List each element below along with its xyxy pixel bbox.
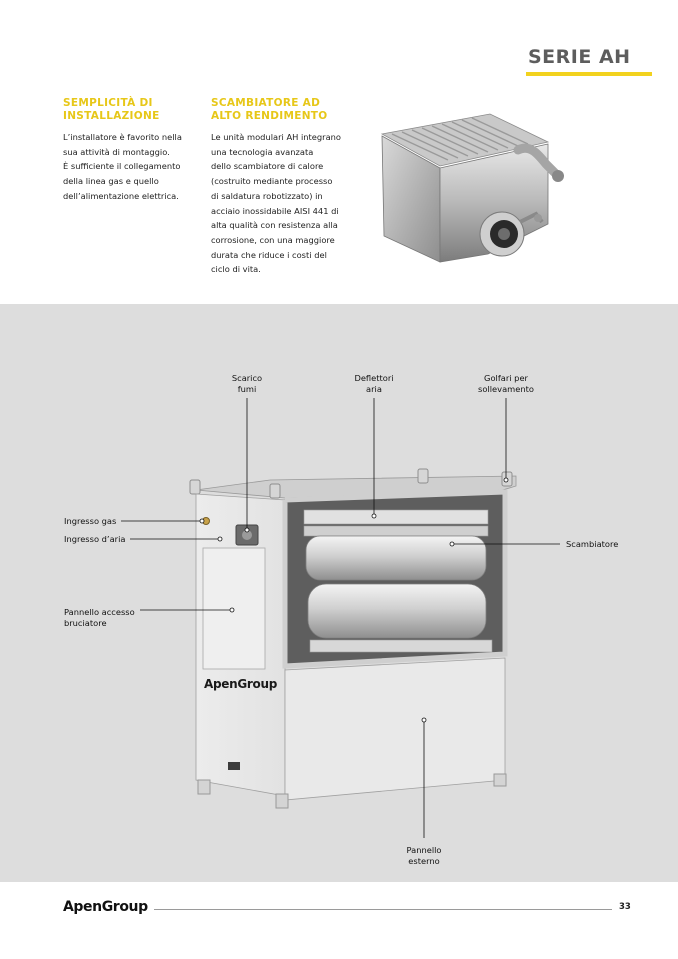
- series-title: SERIE AH: [528, 46, 631, 68]
- label-scambiatore: Scambiatore: [566, 539, 619, 549]
- label-deflettori-aria: Deflettori aria: [354, 373, 394, 394]
- series-title-underline: [526, 72, 652, 76]
- page-number: 33: [619, 902, 631, 912]
- heading-semplicita-installazione: SEMPLICITÀ DI INSTALLAZIONE: [63, 97, 160, 122]
- label-pannello-esterno: Pannello esterno: [406, 845, 442, 866]
- ah-unit-diagram: [0, 304, 678, 882]
- footer-rule: [154, 909, 612, 910]
- label-scarico-fumi: Scarico fumi: [231, 373, 263, 394]
- label-pannello-accesso-bruciatore: Pannello accesso bruciatore: [64, 607, 135, 628]
- label-golfari-sollevamento: Golfari per sollevamento: [478, 373, 534, 394]
- text-semplicita-installazione: L’installatore è favorito nella sua attività di montaggio. È sufficiente il collegamento della linea gas e quello dell’alimentazione elettrica.: [63, 132, 182, 201]
- footer-logo: [63, 896, 149, 918]
- heat-exchanger-image: [370, 104, 570, 274]
- label-ingresso-aria: Ingresso d’aria: [64, 534, 126, 544]
- text-scambiatore-alto-rendimento: Le unità modulari AH integrano una tecnologia avanzata dello scambiatore di calore (costruito mediante processo di saldatura robotizzato) in acciaio inossidabile AISI 441 di alta qualità con resistenza alla corrosione, con una maggiore durata che riduce i costi del ciclo di vita.: [211, 132, 342, 275]
- footer-logo-text: ApenGroup: [63, 899, 148, 915]
- label-ingresso-gas: Ingresso gas: [64, 516, 117, 526]
- unit-brand-logo: ApenGroup: [204, 677, 278, 691]
- heading-scambiatore-alto-rendimento: SCAMBIATORE AD ALTO RENDIMENTO: [211, 97, 328, 122]
